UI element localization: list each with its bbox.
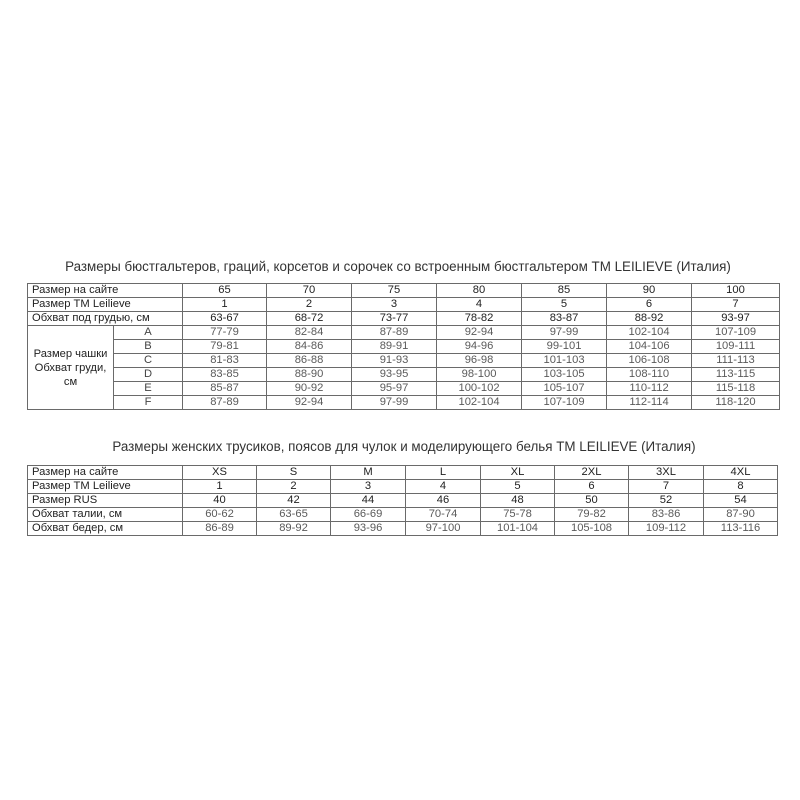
table-cell: 87-90 [704, 508, 778, 522]
table-cell: 7 [629, 480, 704, 494]
row-label: Размер TM Leilieve [28, 298, 183, 312]
table-row [28, 522, 778, 536]
table-cell: 44 [331, 494, 406, 508]
table-cell: 113-115 [692, 368, 780, 382]
table-cell: 107-109 [692, 326, 780, 340]
table-cell: 80 [437, 284, 522, 298]
table-cell: 2 [267, 298, 352, 312]
table-row [28, 480, 778, 494]
table-cell: 3 [352, 298, 437, 312]
table-cell: 90 [607, 284, 692, 298]
table-cell: 96-98 [437, 354, 522, 368]
table-cell: 89-91 [352, 340, 437, 354]
bra-size-table-title: Размеры бюстгальтеров, граций, корсетов и сорочек со встроенным бюстгальтером TM LEILIEVE (Италия) [65, 259, 731, 274]
table-cell: 75-78 [481, 508, 555, 522]
cup-label: E [114, 382, 183, 396]
table-cell: 79-82 [555, 508, 629, 522]
table-cell: 84-86 [267, 340, 352, 354]
cup-label: B [114, 340, 183, 354]
table-cell: 83-85 [183, 368, 267, 382]
table-cell: 87-89 [183, 396, 267, 410]
table-cell: 79-81 [183, 340, 267, 354]
table-cell: 100 [692, 284, 780, 298]
table-cell: 75 [352, 284, 437, 298]
table-cell: 91-93 [352, 354, 437, 368]
table-cell: 98-100 [437, 368, 522, 382]
table-cell: 111-113 [692, 354, 780, 368]
panties-size-table-title: Размеры женских трусиков, поясов для чулок и моделирующего белья TM LEILIEVE (Италия) [112, 439, 696, 454]
table-cell: 92-94 [267, 396, 352, 410]
table-cell: 46 [406, 494, 481, 508]
cup-label: D [114, 368, 183, 382]
table-row [28, 298, 780, 312]
cup-label: A [114, 326, 183, 340]
table-cell: 4XL [704, 466, 778, 480]
table-cell: M [331, 466, 406, 480]
table-cell: 7 [692, 298, 780, 312]
cup-group-label: Размер чашки Обхват груди, см [28, 326, 114, 410]
table-cell: XS [183, 466, 257, 480]
table-cell: 2XL [555, 466, 629, 480]
table-cell: 83-87 [522, 312, 607, 326]
table-cell: 89-92 [257, 522, 331, 536]
table-cell: 40 [183, 494, 257, 508]
table-cell: 83-86 [629, 508, 704, 522]
table-cell: 115-118 [692, 382, 780, 396]
table-cell: 110-112 [607, 382, 692, 396]
table-cell: 106-108 [607, 354, 692, 368]
table-cell: 85-87 [183, 382, 267, 396]
row-label: Размер на сайте [28, 466, 183, 480]
row-label: Размер TM Leilieve [28, 480, 183, 494]
table-cell: 105-107 [522, 382, 607, 396]
table-cell: 104-106 [607, 340, 692, 354]
table-cell: 4 [437, 298, 522, 312]
table-cell: 70 [267, 284, 352, 298]
table-cell: 109-112 [629, 522, 704, 536]
cup-label: F [114, 396, 183, 410]
table-cell: 86-88 [267, 354, 352, 368]
table-cell: 94-96 [437, 340, 522, 354]
table-cell: 86-89 [183, 522, 257, 536]
table-cell: 77-79 [183, 326, 267, 340]
table-row [28, 396, 780, 410]
table-cell: 3XL [629, 466, 704, 480]
table-cell: 8 [704, 480, 778, 494]
table-cell: 50 [555, 494, 629, 508]
table-cell: 107-109 [522, 396, 607, 410]
table-cell: S [257, 466, 331, 480]
table-row [28, 466, 778, 480]
table-cell: 101-104 [481, 522, 555, 536]
table-cell: 60-62 [183, 508, 257, 522]
table-cell: 90-92 [267, 382, 352, 396]
table-cell: 93-97 [692, 312, 780, 326]
table-cell: 6 [555, 480, 629, 494]
bra-size-table [27, 283, 780, 410]
row-label: Обхват под грудью, см [28, 312, 183, 326]
table-cell: 70-74 [406, 508, 481, 522]
cup-label: C [114, 354, 183, 368]
table-cell: 97-99 [352, 396, 437, 410]
table-cell: 97-100 [406, 522, 481, 536]
table-cell: 99-101 [522, 340, 607, 354]
table-cell: 112-114 [607, 396, 692, 410]
table-cell: 81-83 [183, 354, 267, 368]
table-row [28, 284, 780, 298]
table-cell: 73-77 [352, 312, 437, 326]
table-cell: 6 [607, 298, 692, 312]
table-cell: 93-96 [331, 522, 406, 536]
table-cell: 3 [331, 480, 406, 494]
table-cell: 103-105 [522, 368, 607, 382]
table-cell: 78-82 [437, 312, 522, 326]
table-cell: 101-103 [522, 354, 607, 368]
panties-size-table [27, 465, 778, 536]
table-cell: 87-89 [352, 326, 437, 340]
row-label: Обхват бедер, см [28, 522, 183, 536]
table-cell: 54 [704, 494, 778, 508]
table-cell: 65 [183, 284, 267, 298]
table-cell: 5 [481, 480, 555, 494]
table-cell: 1 [183, 480, 257, 494]
table-cell: 2 [257, 480, 331, 494]
table-cell: L [406, 466, 481, 480]
table-row [28, 508, 778, 522]
table-cell: 118-120 [692, 396, 780, 410]
table-row [28, 312, 780, 326]
table-cell: 68-72 [267, 312, 352, 326]
table-cell: 93-95 [352, 368, 437, 382]
table-row [28, 368, 780, 382]
table-cell: 66-69 [331, 508, 406, 522]
table-cell: 63-67 [183, 312, 267, 326]
table-cell: 95-97 [352, 382, 437, 396]
table-row [28, 494, 778, 508]
table-cell: 102-104 [607, 326, 692, 340]
table-cell: 5 [522, 298, 607, 312]
table-row [28, 382, 780, 396]
table-cell: 88-90 [267, 368, 352, 382]
table-cell: 97-99 [522, 326, 607, 340]
table-cell: 102-104 [437, 396, 522, 410]
table-cell: 48 [481, 494, 555, 508]
table-cell: 105-108 [555, 522, 629, 536]
table-row [28, 340, 780, 354]
table-cell: 109-111 [692, 340, 780, 354]
table-cell: 88-92 [607, 312, 692, 326]
table-cell: 108-110 [607, 368, 692, 382]
table-cell: 42 [257, 494, 331, 508]
table-cell: 82-84 [267, 326, 352, 340]
table-cell: 1 [183, 298, 267, 312]
table-cell: 63-65 [257, 508, 331, 522]
table-cell: 92-94 [437, 326, 522, 340]
table-cell: 4 [406, 480, 481, 494]
table-cell: XL [481, 466, 555, 480]
row-label: Размер на сайте [28, 284, 183, 298]
table-cell: 100-102 [437, 382, 522, 396]
table-cell: 113-116 [704, 522, 778, 536]
row-label: Размер RUS [28, 494, 183, 508]
table-row [28, 354, 780, 368]
table-row [28, 326, 780, 340]
row-label: Обхват талии, см [28, 508, 183, 522]
table-cell: 52 [629, 494, 704, 508]
table-cell: 85 [522, 284, 607, 298]
